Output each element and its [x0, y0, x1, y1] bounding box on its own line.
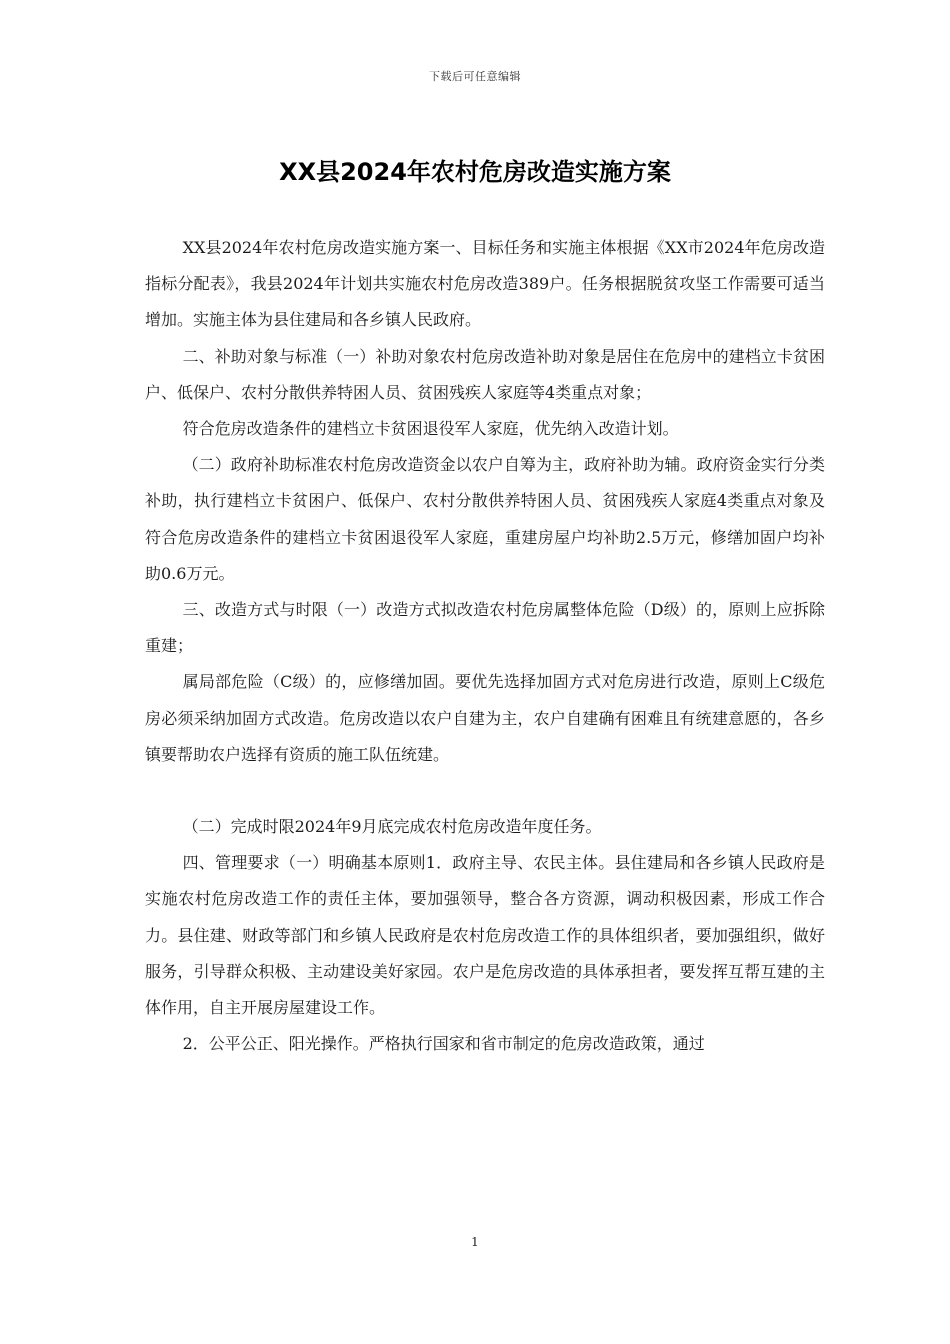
body-paragraph: XX县2024年农村危房改造实施方案一、目标任务和实施主体根据《XX市2024年危房改造指标分配表》，我县2024年计划共实施农村危房改造389户。任务根据脱贫攻坚工作需要可适当增加。实施主体为县住建局和各乡镇人民政府。 [145, 238, 825, 330]
body-paragraph: 2．公平公正、阳光操作。严格执行国家和省市制定的危房改造政策，通过 [182, 1034, 705, 1054]
body-paragraph: （二）政府补助标准农村危房改造资金以农户自筹为主，政府补助为辅。政府资金实行分类补助，执行建档立卡贫困户、低保户、农村分散供养特困人员、贫困残疾人家庭4类重点对象及符合危房改造条件的建档立卡贫困退役军人家庭，重建房屋户均补助2.5万元，修缮加固户均补助0.6万元。 [145, 455, 825, 583]
document-body [145, 230, 825, 1062]
body-paragraph: （二）完成时限2024年9月底完成农村危房改造年度任务。 [182, 817, 602, 837]
body-paragraph: 属局部危险（C级）的，应修缮加固。要优先选择加固方式对危房进行改造，原则上C级危房必须采纳加固方式改造。危房改造以农户自建为主，农户自建确有困难且有统建意愿的，各乡镇要帮助农户选择有资质的施工队伍统建。 [145, 672, 825, 764]
body-paragraph: 符合危房改造条件的建档立卡贫困退役军人家庭，优先纳入改造计划。 [182, 419, 679, 439]
body-paragraph: 二、补助对象与标准（一）补助对象农村危房改造补助对象是居住在危房中的建档立卡贫困户、低保户、农村分散供养特困人员、贫困残疾人家庭等4类重点对象； [145, 346, 825, 402]
page-number: 1 [471, 1235, 479, 1249]
body-paragraph: 三、改造方式与时限（一）改造方式拟改造农村危房属整体危险（D级）的，原则上应拆除重建； [145, 600, 825, 656]
document-title: XX县2024年农村危房改造实施方案 [279, 158, 671, 186]
body-paragraph: 四、管理要求（一）明确基本原则1．政府主导、农民主体。县住建局和各乡镇人民政府是实施农村危房改造工作的责任主体，要加强领导，整合各方资源，调动积极因素，形成工作合力。县住建、财政等部门和乡镇人民政府是农村危房改造工作的具体组织者，要加强组织，做好服务，引导群众积极、主动建设美好家园。农户是危房改造的具体承担者，要发挥互帮互建的主体作用，自主开展房屋建设工作。 [145, 853, 825, 1018]
header-note: 下载后可任意编辑 [429, 70, 521, 83]
